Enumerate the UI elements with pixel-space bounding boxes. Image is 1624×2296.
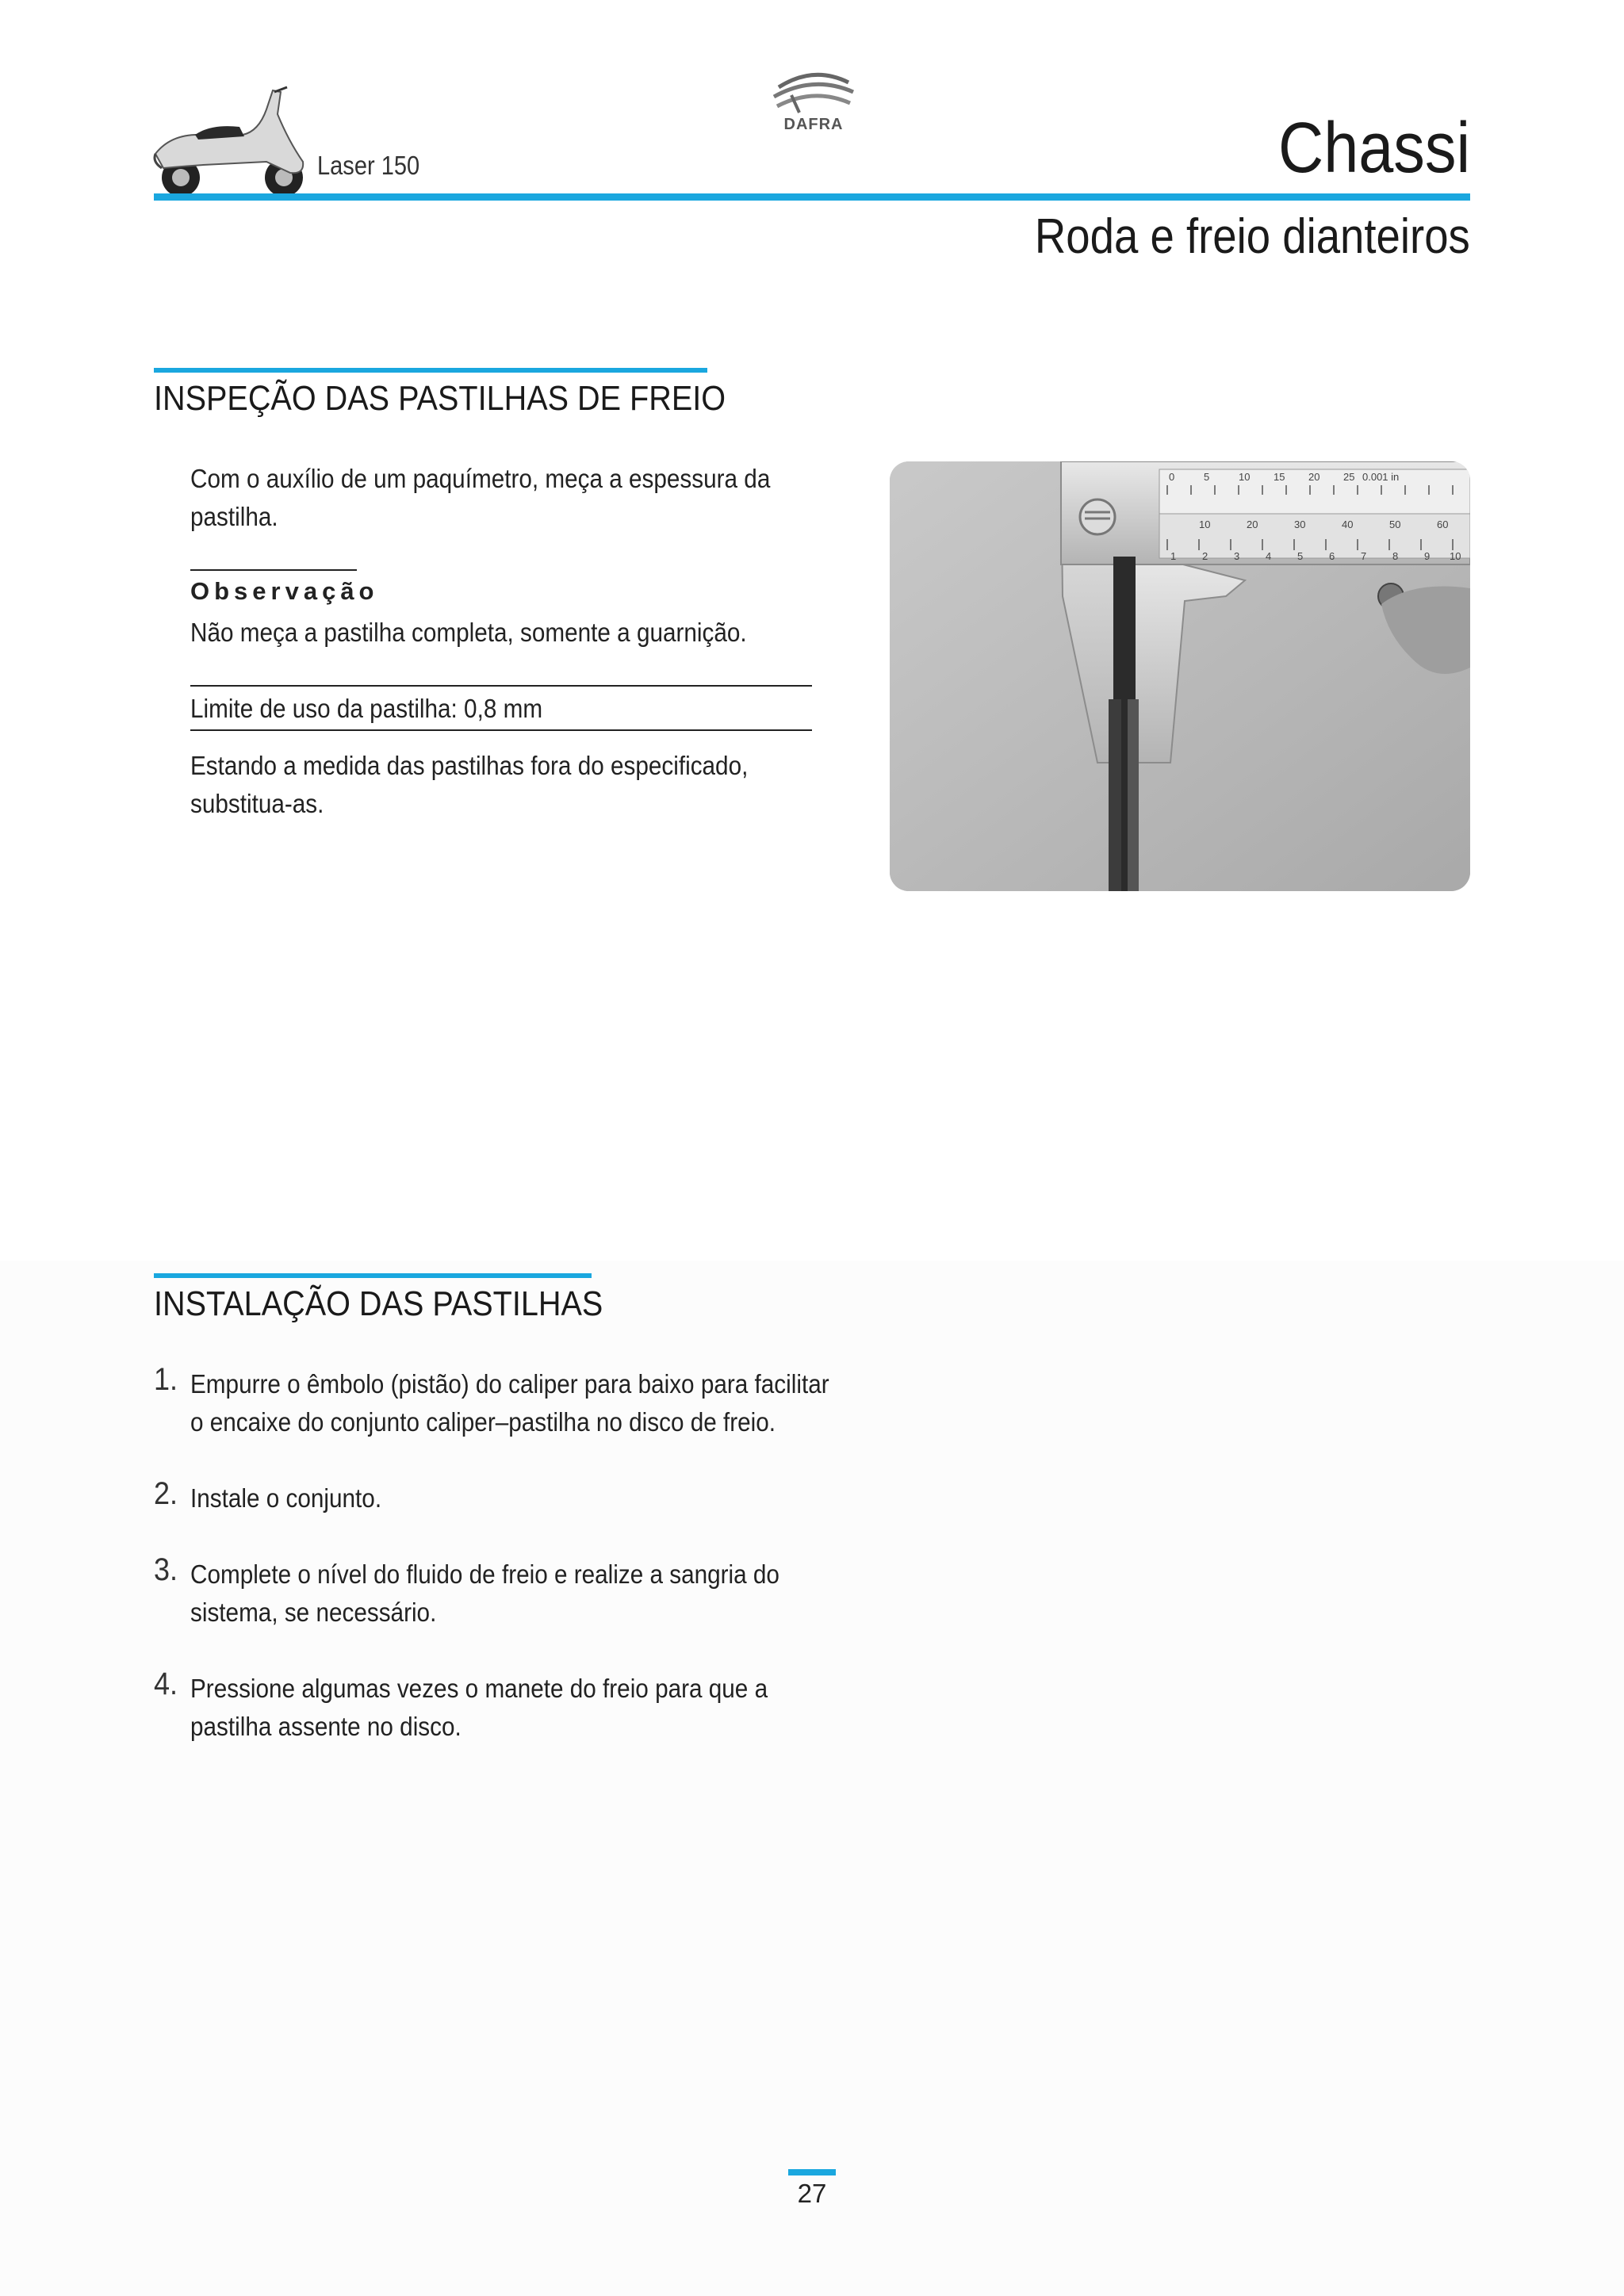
scale-mid-20: 20: [1247, 519, 1258, 530]
step-1-number: 1.: [154, 1362, 178, 1397]
step-2-number: 2.: [154, 1476, 178, 1511]
inspection-intro-line-1: Com o auxílio de um paquímetro, meça a espessura da: [190, 464, 771, 493]
scale-mid-10: 10: [1199, 519, 1211, 530]
inspection-outro-line-1: Estando a medida das pastilhas fora do especificado,: [190, 751, 749, 780]
step-4-number: 4.: [154, 1667, 178, 1701]
step-2-line-1: Instale o conjunto.: [190, 1483, 382, 1513]
scale-bottom-5: 5: [1297, 550, 1304, 562]
spec-rule-top: [190, 685, 812, 687]
step-4-line-1: Pressione algumas vezes o manete do freio para que a: [190, 1674, 768, 1703]
installation-heading: INSTALAÇÃO DAS PASTILHAS: [154, 1284, 603, 1323]
scale-bottom-6: 6: [1329, 550, 1335, 562]
scale-mid-30: 30: [1294, 519, 1306, 530]
note-rule: [190, 569, 357, 571]
scale-bottom-8: 8: [1392, 550, 1399, 562]
scale-mid-40: 40: [1342, 519, 1354, 530]
caliper-measurement-photo: [890, 461, 1470, 891]
step-1-line-2: o encaixe do conjunto caliper–pastilha no disco de freio.: [190, 1407, 776, 1437]
scale-top-0: 0: [1169, 471, 1175, 483]
header-rule: [154, 193, 1470, 201]
inspection-intro-line-2: pastilha.: [190, 502, 278, 531]
step-3-line-2: sistema, se necessário.: [190, 1598, 437, 1627]
caliper-photo-drawing: [890, 461, 1470, 891]
scale-top-10: 10: [1239, 471, 1251, 483]
scale-bottom-2: 2: [1202, 550, 1208, 562]
note-text: Não meça a pastilha completa, somente a guarnição.: [190, 618, 747, 647]
inspection-heading-rule: [154, 368, 707, 373]
scale-bottom-7: 7: [1361, 550, 1367, 562]
installation-heading-rule: [154, 1273, 592, 1278]
chapter-title: Chassi: [1277, 109, 1470, 188]
step-3-line-1: Complete o nível do fluido de freio e realize a sangria do: [190, 1559, 779, 1589]
step-4-line-2: pastilha assente no disco.: [190, 1712, 462, 1741]
wear-limit-spec: Limite de uso da pastilha: 0,8 mm: [190, 694, 543, 723]
scale-bottom-1: 1: [1170, 550, 1177, 562]
inspection-outro-line-2: substitua-as.: [190, 789, 324, 818]
scale-precision: 0.001 in: [1362, 471, 1400, 483]
scale-bottom-9: 9: [1424, 550, 1431, 562]
scale-mid-50: 50: [1389, 519, 1401, 530]
note-label: Observação: [190, 577, 379, 605]
section-title: Roda e freio dianteiros: [1035, 209, 1470, 264]
scale-top-15: 15: [1274, 471, 1285, 483]
page-number: 27: [797, 2179, 827, 2208]
scale-bottom-3: 3: [1234, 550, 1240, 562]
spec-rule-bottom: [190, 729, 812, 731]
scale-bottom-4: 4: [1266, 550, 1272, 562]
page-number-marker: [788, 2169, 836, 2175]
scale-bottom-10: 10: [1450, 550, 1461, 562]
step-1-line-1: Empurre o êmbolo (pistão) do caliper para baixo para facilitar: [190, 1369, 829, 1399]
scale-top-20: 20: [1308, 471, 1320, 483]
scale-top-25: 25: [1343, 471, 1355, 483]
scooter-illustration: [147, 86, 316, 198]
scale-mid-60: 60: [1437, 519, 1449, 530]
step-3-number: 3.: [154, 1552, 178, 1587]
scale-top-5: 5: [1204, 471, 1210, 483]
inspection-heading: INSPEÇÃO DAS PASTILHAS DE FREIO: [154, 379, 726, 418]
brand-wordmark: DAFRA: [783, 116, 844, 133]
model-label: Laser 150: [317, 151, 420, 180]
